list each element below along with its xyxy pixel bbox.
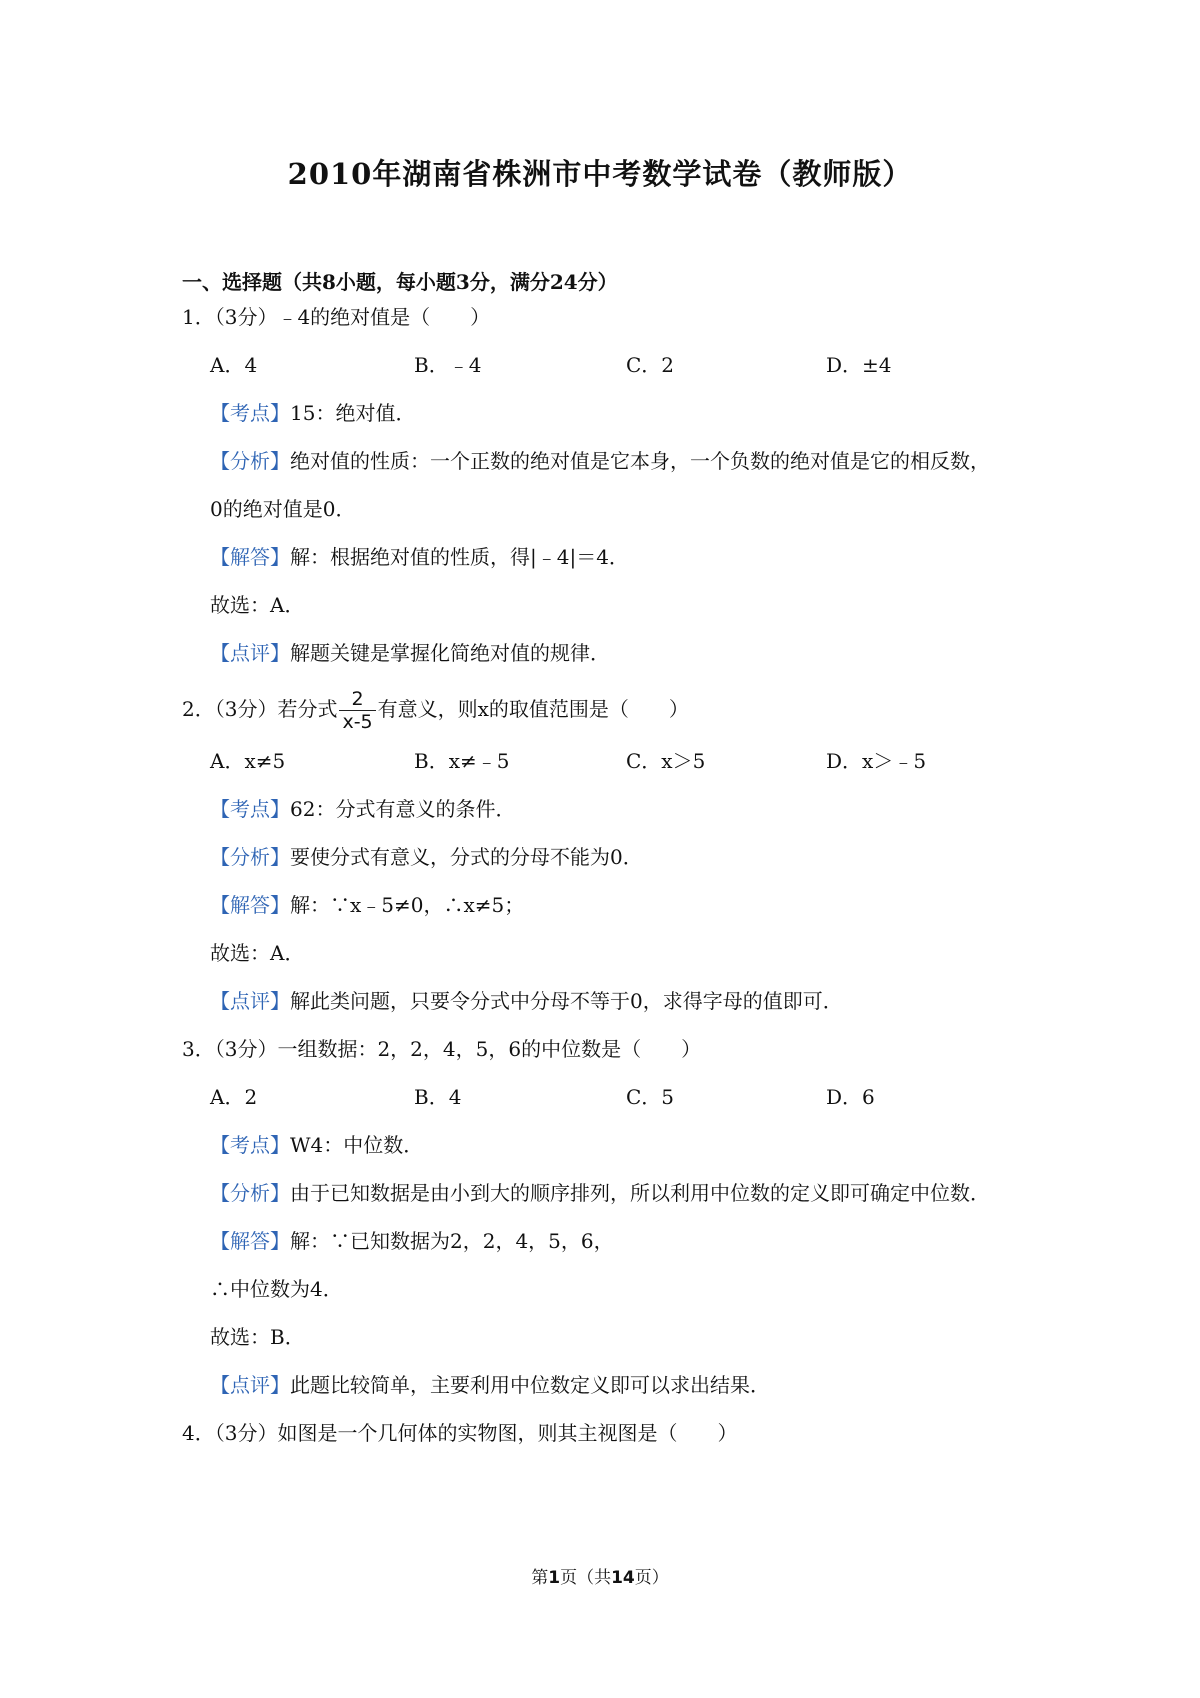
kaodian-tag: 【考点】 <box>210 1133 290 1157</box>
q2-kaodian: 【考点】62：分式有意义的条件． <box>210 797 516 821</box>
q2-dianping: 【点评】解此类问题，只要令分式中分母不等于0，求得字母的值即可． <box>210 989 843 1013</box>
question-2-stem: 2．（3分）若分式 $\frac{2}{x-5}$ 有意义，则x的取值范围是（ ） <box>182 688 689 733</box>
q3-dianping: 【点评】此题比较简单，主要利用中位数定义即可以求出结果． <box>210 1373 770 1397</box>
q3-jieda: 【解答】解：∵已知数据为2，2，4，5，6， <box>210 1229 614 1253</box>
section-heading: 一、选择题（共8小题，每小题3分，满分24分） <box>182 270 618 294</box>
q1-jieda: 【解答】解：根据绝对值的性质，得|﹣4|＝4． <box>210 545 629 569</box>
kaodian-tag: 【考点】 <box>210 401 290 425</box>
fenxi-tag: 【分析】 <box>210 845 290 869</box>
q3-kaodian: 【考点】W4：中位数． <box>210 1133 424 1157</box>
q1-guxuan: 故选：A． <box>210 593 305 617</box>
q2-option-b: B．x≠﹣5 <box>414 749 510 773</box>
q3-option-a: A．2 <box>210 1085 258 1109</box>
page-number: 1 <box>548 1568 561 1588</box>
jieda-tag: 【解答】 <box>210 545 290 569</box>
fraction: $\frac{2}{x-5}$ <box>339 688 375 733</box>
page-total: 14 <box>611 1568 635 1588</box>
fenxi-tag: 【分析】 <box>210 1181 290 1205</box>
q1-kaodian: 【考点】15：绝对值． <box>210 401 416 425</box>
question-4-stem: 4．（3分）如图是一个几何体的实物图，则其主视图是（ ） <box>182 1421 738 1445</box>
q1-option-b: B．﹣4 <box>414 353 482 377</box>
q3-guxuan: 故选：B． <box>210 1325 305 1349</box>
question-3-stem: 3．（3分）一组数据：2，2，4，5，6的中位数是（ ） <box>182 1037 702 1061</box>
page-footer: 第1页（共14页） <box>531 1568 669 1588</box>
page-title: 2010年湖南省株洲市中考数学试卷（教师版） <box>287 157 913 191</box>
q1-fenxi: 【分析】绝对值的性质：一个正数的绝对值是它本身，一个负数的绝对值是它的相反数， <box>210 449 990 473</box>
q3-option-d: D．6 <box>826 1085 875 1109</box>
jieda-tag: 【解答】 <box>210 1229 290 1253</box>
q1-dianping: 【点评】解题关键是掌握化简绝对值的规律． <box>210 641 610 665</box>
q3-fenxi: 【分析】由于已知数据是由小到大的顺序排列，所以利用中位数的定义即可确定中位数． <box>210 1181 990 1205</box>
q2-jieda: 【解答】解：∵x﹣5≠0，∴x≠5； <box>210 893 525 917</box>
question-1-stem: 1．（3分）﹣4的绝对值是（ ） <box>182 305 491 329</box>
q3-jieda-cont: ∴中位数为4． <box>210 1277 343 1301</box>
q3-option-c: C．5 <box>626 1085 675 1109</box>
dianping-tag: 【点评】 <box>210 1373 290 1397</box>
q3-option-b: B．4 <box>414 1085 462 1109</box>
dianping-tag: 【点评】 <box>210 641 290 665</box>
q1-option-a: A．4 <box>210 353 258 377</box>
q2-fenxi: 【分析】要使分式有意义，分式的分母不能为0． <box>210 845 643 869</box>
fenxi-tag: 【分析】 <box>210 449 290 473</box>
q1-option-d: D．±4 <box>826 353 892 377</box>
jieda-tag: 【解答】 <box>210 893 290 917</box>
q1-option-c: C．2 <box>626 353 675 377</box>
q2-guxuan: 故选：A． <box>210 941 305 965</box>
dianping-tag: 【点评】 <box>210 989 290 1013</box>
q1-fenxi-cont: 0的绝对值是0． <box>210 497 356 521</box>
kaodian-tag: 【考点】 <box>210 797 290 821</box>
q2-option-c: C．x＞5 <box>626 749 706 773</box>
q2-option-d: D．x＞﹣5 <box>826 749 927 773</box>
q2-option-a: A．x≠5 <box>210 749 286 773</box>
